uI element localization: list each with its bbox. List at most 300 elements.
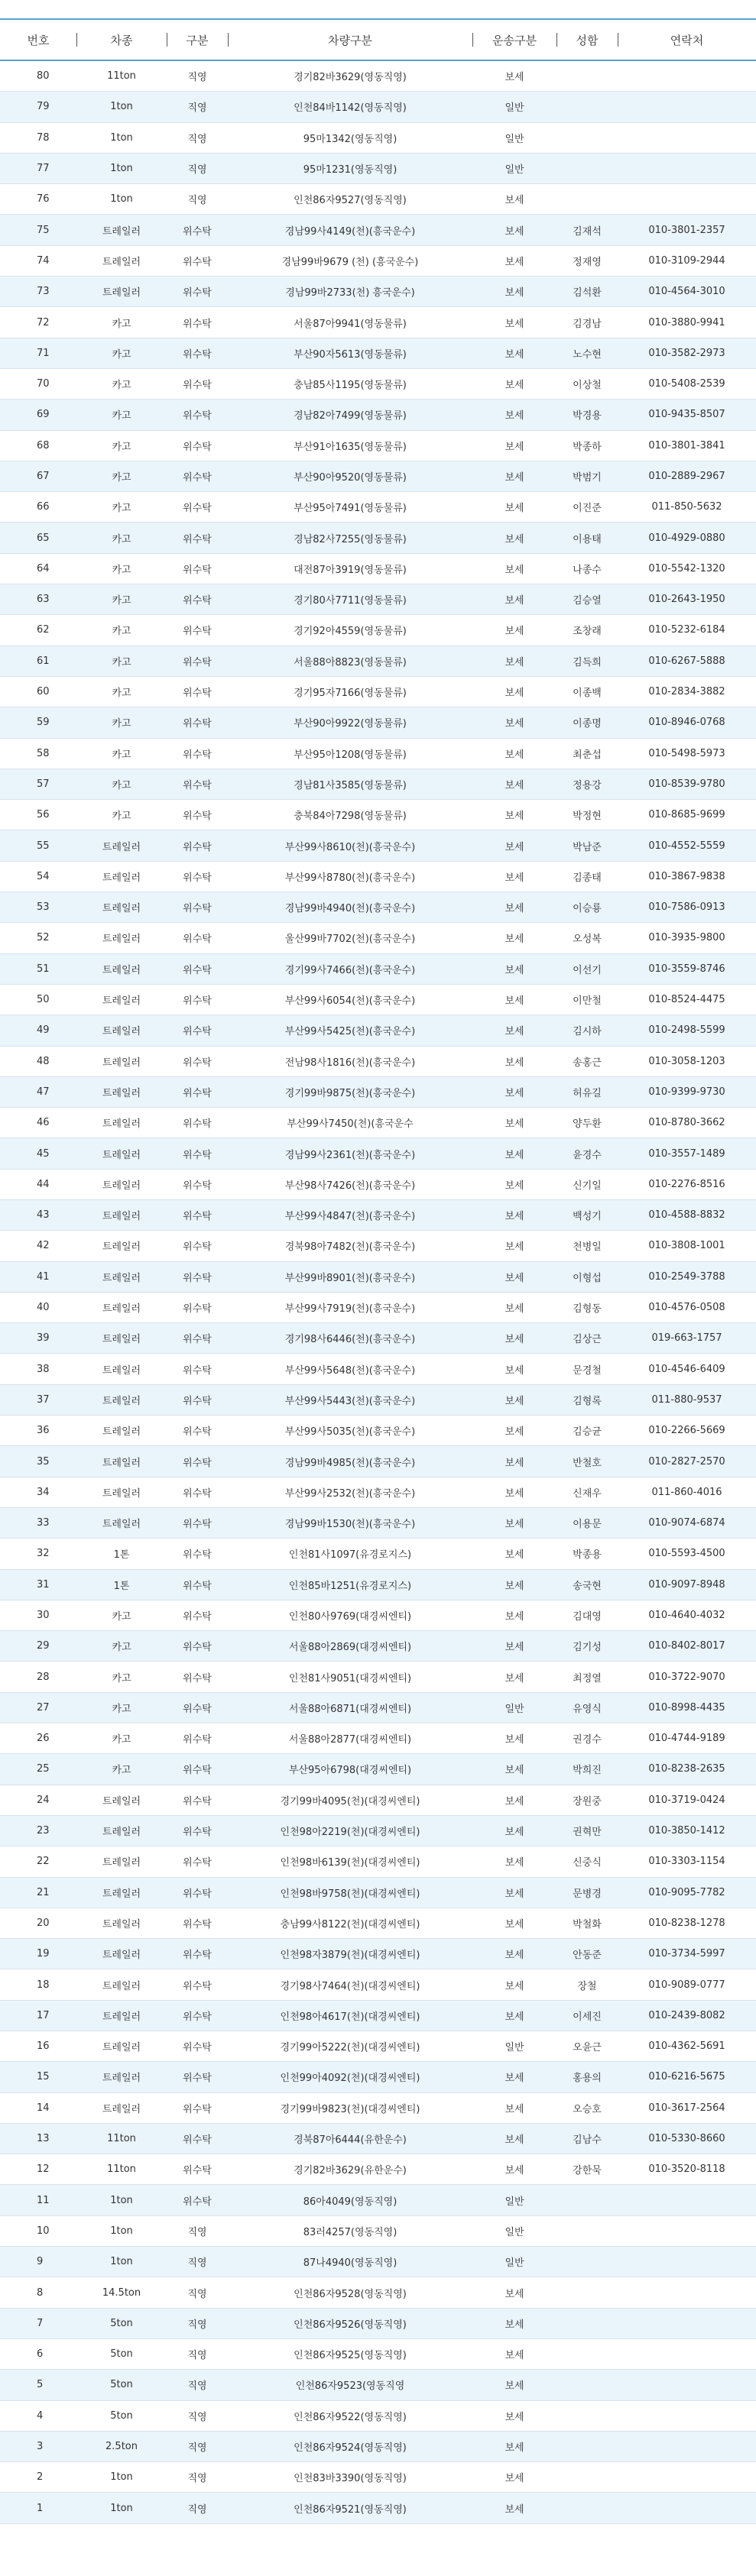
cell-category: 위수탁	[167, 1292, 228, 1322]
cell-vehicle-info: 부산90아9520(영동물류)	[228, 461, 472, 491]
cell-category: 위수탁	[167, 892, 228, 923]
cell-vehicle-type: 트레일러	[76, 2031, 167, 2062]
cell-vehicle-info: 95마1231(영동직영)	[228, 153, 472, 183]
cell-name: 김경남	[556, 307, 618, 338]
table-row	[0, 553, 756, 584]
cell-transport-type: 보세	[472, 1939, 556, 1969]
cell-vehicle-type: 1ton	[76, 92, 167, 122]
cell-category: 위수탁	[167, 245, 228, 276]
cell-transport-type: 보세	[472, 646, 556, 676]
cell-contact: 011-860-4016	[618, 1477, 756, 1507]
cell-contact: 010-4576-0508	[618, 1292, 756, 1322]
cell-category: 위수탁	[167, 1908, 228, 1938]
cell-name: 박종용	[556, 1539, 618, 1569]
cell-transport-type: 보세	[472, 707, 556, 738]
table-row	[0, 615, 756, 646]
cell-contact: 010-9095-7782	[618, 1877, 756, 1908]
cell-transport-type: 보세	[472, 1015, 556, 1046]
header-name: 성함	[556, 19, 618, 60]
cell-contact: 010-8524-4475	[618, 984, 756, 1015]
cell-category: 위수탁	[167, 338, 228, 368]
cell-name	[556, 2400, 618, 2431]
cell-transport-type: 보세	[472, 430, 556, 461]
cell-number: 71	[0, 338, 76, 368]
cell-contact	[618, 60, 756, 92]
cell-category: 위수탁	[167, 2185, 228, 2215]
cell-transport-type: 보세	[472, 184, 556, 215]
cell-vehicle-info: 인천98바6139(천)(대경씨엔티)	[228, 1846, 472, 1877]
table-row	[0, 1877, 756, 1908]
cell-contact: 010-9097-8948	[618, 1569, 756, 1600]
table-row	[0, 2247, 756, 2277]
cell-number: 57	[0, 769, 76, 799]
cell-number: 30	[0, 1600, 76, 1630]
cell-vehicle-type: 트레일러	[76, 984, 167, 1015]
cell-transport-type: 일반	[472, 2247, 556, 2277]
cell-number: 16	[0, 2031, 76, 2062]
cell-vehicle-type: 11ton	[76, 60, 167, 92]
cell-category: 위수탁	[167, 646, 228, 676]
cell-transport-type: 보세	[472, 1169, 556, 1199]
table-row	[0, 1939, 756, 1969]
cell-contact: 010-9435-8507	[618, 400, 756, 430]
cell-number: 44	[0, 1169, 76, 1199]
cell-number: 24	[0, 1785, 76, 1815]
cell-contact: 010-6267-5888	[618, 646, 756, 676]
cell-category: 위수탁	[167, 2123, 228, 2154]
cell-number: 18	[0, 1969, 76, 2000]
cell-category: 위수탁	[167, 615, 228, 646]
cell-contact	[618, 2215, 756, 2246]
cell-transport-type: 보세	[472, 2123, 556, 2154]
cell-number: 70	[0, 368, 76, 399]
cell-transport-type: 일반	[472, 122, 556, 153]
cell-vehicle-type: 5ton	[76, 2400, 167, 2431]
table-row	[0, 122, 756, 153]
cell-vehicle-info: 인천86자9525(영동직영)	[228, 2338, 472, 2369]
cell-contact: 010-3801-2357	[618, 215, 756, 245]
cell-number: 1	[0, 2493, 76, 2523]
cell-vehicle-info: 인천81사9051(대경씨엔티)	[228, 1662, 472, 1692]
cell-vehicle-type: 트레일러	[76, 1507, 167, 1538]
cell-category: 위수탁	[167, 1046, 228, 1076]
cell-vehicle-type: 카고	[76, 1692, 167, 1723]
cell-contact: 010-5498-5973	[618, 738, 756, 769]
cell-name: 박범기	[556, 461, 618, 491]
cell-name: 송국현	[556, 1569, 618, 1600]
cell-vehicle-type: 트레일러	[76, 830, 167, 861]
cell-number: 69	[0, 400, 76, 430]
cell-vehicle-type: 5ton	[76, 2308, 167, 2338]
cell-transport-type: 보세	[472, 553, 556, 584]
cell-number: 51	[0, 953, 76, 984]
table-row	[0, 307, 756, 338]
cell-vehicle-info: 인천83바3390(영동직영)	[228, 2462, 472, 2493]
cell-vehicle-type: 카고	[76, 738, 167, 769]
cell-contact: 010-8238-1278	[618, 1908, 756, 1938]
table-row	[0, 523, 756, 553]
cell-vehicle-info: 경남99바9679 (천) (흥국운수)	[228, 245, 472, 276]
cell-category: 위수탁	[167, 368, 228, 399]
cell-category: 위수탁	[167, 923, 228, 953]
cell-vehicle-type: 1ton	[76, 2493, 167, 2523]
cell-vehicle-info: 인천81사1097(유경로지스)	[228, 1539, 472, 1569]
table-row	[0, 584, 756, 615]
cell-vehicle-type: 트레일러	[76, 1046, 167, 1076]
cell-name: 신재우	[556, 1477, 618, 1507]
cell-vehicle-info: 인천98아2219(천)(대경씨엔티)	[228, 1815, 472, 1846]
cell-category: 위수탁	[167, 1662, 228, 1692]
cell-contact: 010-2498-5599	[618, 1015, 756, 1046]
cell-contact: 010-3719-0424	[618, 1785, 756, 1815]
cell-number: 47	[0, 1076, 76, 1107]
table-row	[0, 1046, 756, 1076]
table-row	[0, 245, 756, 276]
cell-contact: 010-8998-4435	[618, 1692, 756, 1723]
cell-name: 정재영	[556, 245, 618, 276]
cell-number: 3	[0, 2431, 76, 2461]
cell-category: 위수탁	[167, 769, 228, 799]
cell-transport-type: 보세	[472, 1539, 556, 1569]
cell-number: 10	[0, 2215, 76, 2246]
cell-transport-type: 보세	[472, 2338, 556, 2369]
cell-name: 이세진	[556, 2000, 618, 2031]
cell-transport-type: 보세	[472, 307, 556, 338]
cell-vehicle-type: 트레일러	[76, 892, 167, 923]
cell-vehicle-info: 인천98자3879(천)(대경씨엔티)	[228, 1939, 472, 1969]
cell-vehicle-info: 부산90아9922(영동물류)	[228, 707, 472, 738]
cell-vehicle-type: 트레일러	[76, 1323, 167, 1354]
cell-vehicle-info: 전남98사1816(천)(흥국운수)	[228, 1046, 472, 1076]
cell-name: 김종태	[556, 861, 618, 892]
cell-name: 권경수	[556, 1723, 618, 1754]
cell-category: 위수탁	[167, 400, 228, 430]
cell-category: 직영	[167, 2370, 228, 2400]
cell-number: 61	[0, 646, 76, 676]
cell-vehicle-info: 경기99사7466(천)(흥국운수)	[228, 953, 472, 984]
cell-vehicle-info: 경남81사3585(영동물류)	[228, 769, 472, 799]
cell-number: 20	[0, 1908, 76, 1938]
table-row	[0, 1754, 756, 1785]
table-row	[0, 1846, 756, 1877]
cell-transport-type: 보세	[472, 368, 556, 399]
cell-number: 37	[0, 1384, 76, 1415]
cell-vehicle-type: 1ton	[76, 2215, 167, 2246]
cell-category: 위수탁	[167, 523, 228, 553]
cell-transport-type: 보세	[472, 953, 556, 984]
table-row	[0, 1199, 756, 1230]
cell-vehicle-info: 경기82바3629(유한운수)	[228, 2154, 472, 2185]
cell-number: 78	[0, 122, 76, 153]
cell-transport-type: 일반	[472, 92, 556, 122]
cell-vehicle-type: 5ton	[76, 2370, 167, 2400]
cell-contact: 010-3582-2973	[618, 338, 756, 368]
table-row	[0, 1477, 756, 1507]
cell-vehicle-info: 경기98사6446(천)(흥국운수)	[228, 1323, 472, 1354]
cell-contact	[618, 184, 756, 215]
cell-name: 김승균	[556, 1416, 618, 1446]
cell-name: 이만철	[556, 984, 618, 1015]
vehicle-table	[0, 18, 756, 2524]
cell-number: 26	[0, 1723, 76, 1754]
cell-name: 천병일	[556, 1231, 618, 1261]
cell-contact: 011-880-9537	[618, 1384, 756, 1415]
cell-name: 이종백	[556, 676, 618, 707]
cell-name	[556, 2431, 618, 2461]
cell-category: 위수탁	[167, 2031, 228, 2062]
cell-contact: 010-2834-3882	[618, 676, 756, 707]
cell-transport-type: 보세	[472, 738, 556, 769]
table-row	[0, 2154, 756, 2185]
cell-name: 반철호	[556, 1446, 618, 1477]
cell-contact	[618, 2400, 756, 2431]
cell-contact: 010-7586-0913	[618, 892, 756, 923]
cell-category: 위수탁	[167, 861, 228, 892]
cell-category: 직영	[167, 2338, 228, 2369]
cell-vehicle-type: 트레일러	[76, 1231, 167, 1261]
cell-vehicle-info: 부산99사5035(천)(흥국운수)	[228, 1416, 472, 1446]
cell-number: 22	[0, 1846, 76, 1877]
cell-category: 위수탁	[167, 1939, 228, 1969]
cell-vehicle-info: 부산99사6054(천)(흥국운수)	[228, 984, 472, 1015]
cell-transport-type: 보세	[472, 245, 556, 276]
table-row	[0, 892, 756, 923]
cell-vehicle-type: 카고	[76, 553, 167, 584]
cell-number: 5	[0, 2370, 76, 2400]
cell-vehicle-type: 1ton	[76, 2185, 167, 2215]
cell-vehicle-type: 카고	[76, 430, 167, 461]
cell-name: 신기일	[556, 1169, 618, 1199]
cell-contact: 010-3935-9800	[618, 923, 756, 953]
cell-category: 직영	[167, 2462, 228, 2493]
cell-name: 김남수	[556, 2123, 618, 2154]
cell-name	[556, 2247, 618, 2277]
cell-vehicle-info: 86아4049(영동직영)	[228, 2185, 472, 2215]
cell-vehicle-type: 트레일러	[76, 1261, 167, 1292]
table-row	[0, 2462, 756, 2493]
cell-category: 위수탁	[167, 1261, 228, 1292]
cell-contact	[618, 2308, 756, 2338]
table-body	[0, 60, 756, 2523]
cell-number: 63	[0, 584, 76, 615]
cell-vehicle-type: 트레일러	[76, 1015, 167, 1046]
cell-contact: 010-8780-3662	[618, 1108, 756, 1138]
cell-vehicle-type: 1톤	[76, 1539, 167, 1569]
cell-name: 송홍근	[556, 1046, 618, 1076]
cell-name	[556, 2277, 618, 2308]
cell-contact: 010-3734-5997	[618, 1939, 756, 1969]
cell-vehicle-type: 카고	[76, 461, 167, 491]
cell-transport-type: 보세	[472, 1231, 556, 1261]
cell-category: 위수탁	[167, 984, 228, 1015]
table-row	[0, 646, 756, 676]
table-row	[0, 1692, 756, 1723]
cell-vehicle-info: 경기99바9875(천)(흥국운수)	[228, 1076, 472, 1107]
cell-vehicle-type: 트레일러	[76, 1416, 167, 1446]
cell-vehicle-type: 1ton	[76, 2247, 167, 2277]
cell-number: 21	[0, 1877, 76, 1908]
cell-category: 위수탁	[167, 676, 228, 707]
cell-contact: 010-9089-0777	[618, 1969, 756, 2000]
cell-vehicle-info: 부산95아6798(대경씨엔티)	[228, 1754, 472, 1785]
cell-name: 이승룡	[556, 892, 618, 923]
cell-category: 직영	[167, 2215, 228, 2246]
cell-transport-type: 보세	[472, 892, 556, 923]
table-row	[0, 1908, 756, 1938]
cell-vehicle-info: 경남99바2733(천) 흥국운수)	[228, 277, 472, 307]
cell-vehicle-type: 1ton	[76, 2462, 167, 2493]
cell-vehicle-type: 카고	[76, 707, 167, 738]
cell-number: 79	[0, 92, 76, 122]
cell-contact	[618, 92, 756, 122]
header-category: 구분	[167, 19, 228, 60]
cell-category: 위수탁	[167, 1754, 228, 1785]
cell-contact: 010-3617-2564	[618, 2092, 756, 2123]
cell-name: 나종수	[556, 553, 618, 584]
cell-vehicle-info: 경기99바9823(천)(대경씨엔티)	[228, 2092, 472, 2123]
cell-name: 장원중	[556, 1785, 618, 1815]
cell-category: 위수탁	[167, 2092, 228, 2123]
cell-vehicle-info: 83러4257(영동직영)	[228, 2215, 472, 2246]
cell-category: 직영	[167, 2493, 228, 2523]
cell-vehicle-type: 카고	[76, 646, 167, 676]
cell-name: 문경철	[556, 1354, 618, 1384]
table-row	[0, 1292, 756, 1322]
cell-name: 이형섭	[556, 1261, 618, 1292]
cell-vehicle-type: 트레일러	[76, 1939, 167, 1969]
cell-transport-type: 보세	[472, 2308, 556, 2338]
cell-category: 위수탁	[167, 277, 228, 307]
cell-number: 42	[0, 1231, 76, 1261]
cell-number: 32	[0, 1539, 76, 1569]
cell-vehicle-info: 충북84아7298(영동물류)	[228, 800, 472, 830]
cell-number: 14	[0, 2092, 76, 2123]
cell-contact	[618, 122, 756, 153]
cell-category: 위수탁	[167, 553, 228, 584]
cell-name: 김대영	[556, 1600, 618, 1630]
table-row	[0, 1169, 756, 1199]
cell-vehicle-info: 충남99사8122(천)(대경씨엔티)	[228, 1908, 472, 1938]
cell-number: 49	[0, 1015, 76, 1046]
cell-vehicle-info: 경남99사2361(천)(흥국운수)	[228, 1138, 472, 1169]
cell-number: 53	[0, 892, 76, 923]
cell-category: 위수탁	[167, 953, 228, 984]
cell-transport-type: 보세	[472, 2000, 556, 2031]
cell-name: 장철	[556, 1969, 618, 2000]
cell-name: 양두환	[556, 1108, 618, 1138]
cell-vehicle-type: 카고	[76, 1662, 167, 1692]
cell-vehicle-info: 부산99사2532(천)(흥국운수)	[228, 1477, 472, 1507]
cell-contact: 010-3867-9838	[618, 861, 756, 892]
cell-number: 29	[0, 1631, 76, 1662]
table-row	[0, 1384, 756, 1415]
cell-name: 김재석	[556, 215, 618, 245]
cell-name: 이상철	[556, 368, 618, 399]
cell-transport-type: 보세	[472, 1384, 556, 1415]
cell-contact: 019-663-1757	[618, 1323, 756, 1354]
cell-vehicle-type: 1톤	[76, 1569, 167, 1600]
cell-vehicle-type: 1ton	[76, 153, 167, 183]
cell-category: 위수탁	[167, 1877, 228, 1908]
cell-vehicle-info: 인천84바1142(영동직영)	[228, 92, 472, 122]
cell-vehicle-info: 인천86자9522(영동직영)	[228, 2400, 472, 2431]
cell-vehicle-type: 트레일러	[76, 2092, 167, 2123]
cell-number: 43	[0, 1199, 76, 1230]
cell-name: 김형록	[556, 1384, 618, 1415]
cell-contact: 010-8946-0768	[618, 707, 756, 738]
cell-contact: 010-4546-6409	[618, 1354, 756, 1384]
cell-category: 위수탁	[167, 1323, 228, 1354]
cell-name: 홍용의	[556, 2062, 618, 2092]
cell-name: 김형동	[556, 1292, 618, 1322]
cell-number: 2	[0, 2462, 76, 2493]
cell-transport-type: 보세	[472, 2154, 556, 2185]
cell-vehicle-info: 경남99바4985(천)(흥국운수)	[228, 1446, 472, 1477]
cell-transport-type: 보세	[472, 1138, 556, 1169]
cell-vehicle-type: 트레일러	[76, 2062, 167, 2092]
cell-contact: 010-2827-2570	[618, 1446, 756, 1477]
cell-vehicle-type: 트레일러	[76, 2000, 167, 2031]
table-row	[0, 1138, 756, 1169]
table-row	[0, 769, 756, 799]
cell-vehicle-type: 트레일러	[76, 1354, 167, 1384]
cell-vehicle-info: 서울88아6871(대경씨엔티)	[228, 1692, 472, 1723]
table-row	[0, 2277, 756, 2308]
cell-vehicle-info: 부산95아1208(영동물류)	[228, 738, 472, 769]
cell-number: 65	[0, 523, 76, 553]
cell-transport-type: 보세	[472, 1046, 556, 1076]
cell-vehicle-info: 부산99사8780(천)(흥국운수)	[228, 861, 472, 892]
cell-name	[556, 2370, 618, 2400]
cell-category: 위수탁	[167, 1108, 228, 1138]
cell-transport-type: 보세	[472, 1600, 556, 1630]
cell-number: 28	[0, 1662, 76, 1692]
cell-vehicle-type: 트레일러	[76, 1846, 167, 1877]
cell-category: 위수탁	[167, 1569, 228, 1600]
cell-number: 76	[0, 184, 76, 215]
cell-vehicle-info: 경기99아5222(천)(대경씨엔티)	[228, 2031, 472, 2062]
cell-number: 54	[0, 861, 76, 892]
cell-transport-type: 보세	[472, 1631, 556, 1662]
cell-contact	[618, 2370, 756, 2400]
cell-contact	[618, 2493, 756, 2523]
cell-transport-type: 보세	[472, 830, 556, 861]
table-row	[0, 400, 756, 430]
table-row	[0, 368, 756, 399]
cell-category: 위수탁	[167, 707, 228, 738]
cell-transport-type: 보세	[472, 60, 556, 92]
header-transport-type: 운송구분	[472, 19, 556, 60]
cell-contact: 010-2266-5669	[618, 1416, 756, 1446]
cell-number: 66	[0, 492, 76, 523]
cell-contact: 010-4564-3010	[618, 277, 756, 307]
cell-name	[556, 92, 618, 122]
cell-vehicle-info: 부산99사4847(천)(흥국운수)	[228, 1199, 472, 1230]
table-row	[0, 2092, 756, 2123]
cell-vehicle-info: 경남99바1530(천)(흥국운수)	[228, 1507, 472, 1538]
cell-category: 위수탁	[167, 1231, 228, 1261]
cell-contact: 010-3850-1412	[618, 1815, 756, 1846]
cell-category: 위수탁	[167, 1446, 228, 1477]
cell-name	[556, 2308, 618, 2338]
cell-category: 위수탁	[167, 1723, 228, 1754]
table-row	[0, 953, 756, 984]
cell-category: 위수탁	[167, 1969, 228, 2000]
cell-category: 위수탁	[167, 1384, 228, 1415]
cell-name: 강한묵	[556, 2154, 618, 2185]
cell-vehicle-info: 부산95아7491(영동물류)	[228, 492, 472, 523]
cell-name	[556, 2185, 618, 2215]
